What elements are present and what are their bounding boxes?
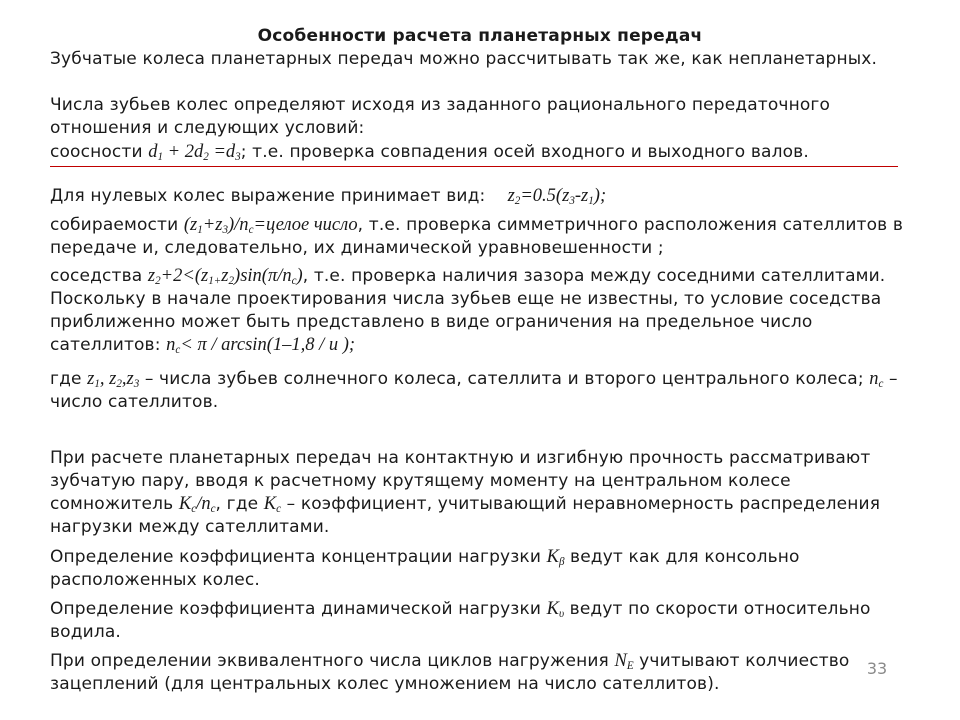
legend-n-symbol: $n_c$ [869, 369, 884, 390]
paragraph-coaxiality [50, 141, 910, 164]
coaxiality-label: соосности [50, 142, 143, 162]
strength-k-symbol: $K_c$ [263, 494, 282, 515]
strength-factor-formula: $K_c/n_c$ [178, 494, 216, 515]
assembly-label: собираемости [50, 215, 179, 235]
coaxiality-description: ; т.е. проверка совпадения осей входного и выходного валов. [240, 142, 809, 162]
conditions-text: Числа зубьев колес определяют исходя из заданного рационального передаточного отношения и следующих условий: [50, 95, 831, 138]
legend-n-description: – число сателлитов. [50, 369, 898, 412]
paragraph-cycles [50, 650, 910, 696]
intro-text: Зубчатые колеса планетарных передач можно рассчитывать так же, как непланетарных. [50, 49, 878, 69]
paragraph-assembly [50, 214, 910, 260]
neighborhood-formula: $z_2+2<(z_{1+}z_2)\sin(\pi/n_c)$ [147, 266, 303, 287]
slide-title: Особенности расчета планетарных передач [257, 26, 703, 46]
legend-z-symbols: $z_1$, $z_2,z_3$ [87, 369, 140, 390]
neighborhood-description: , т.е. проверка наличия зазора между соседними сателлитами. Поскольку в начале проектирования числа зубьев еще не известны, то условие соседства приближенно может быть представлено в виде ограничения на предельное число сателлитов: [50, 266, 886, 355]
neighborhood-label: соседства [50, 266, 143, 286]
cycles-description: учитывают колчиество зацеплений (для центральных колес умножением на число сателлитов). [50, 651, 850, 694]
paragraph-dynamic [50, 598, 910, 644]
dynamic-symbol: $K_\upsilon$ [546, 599, 565, 620]
strength-description: – коэффициент, учитывающий неравномерность распределения нагрузки между сателлитами. [50, 494, 881, 537]
paragraph-legend [50, 368, 910, 414]
page-number: 33 [866, 659, 888, 678]
concentration-text: Определение коэффициента концентрации нагрузки [50, 547, 542, 567]
paragraph-intro [50, 48, 910, 71]
satellite-limit-formula: $n_c< \pi / \arcsin(1-1,8 / u$ ); [166, 335, 356, 356]
legend-lead: где [50, 369, 82, 389]
concentration-symbol: $K_\beta$ [546, 547, 565, 568]
paragraph-neighborhood [50, 265, 910, 357]
paragraph-concentration [50, 546, 910, 592]
paragraph-strength [50, 447, 910, 539]
assembly-description: , т.е. проверка симметричного расположения сателлитов в передаче и, следовательно, их динамической уравновешенности ; [50, 215, 904, 258]
paragraph-conditions [50, 94, 910, 140]
legend-z-description: – числа зубьев солнечного колеса, сателлита и второго центрального колеса; [139, 369, 864, 389]
concentration-description: ведут как для консольно расположенных колес. [50, 547, 800, 590]
dynamic-text: Определение коэффициента динамической нагрузки [50, 599, 542, 619]
cycles-text: При определении эквивалентного числа циклов нагружения [50, 651, 609, 671]
paragraph-zero-gears [50, 185, 910, 208]
divider-line [50, 166, 898, 167]
assembly-formula: $(z_1+z_3)/n_c=целое$ число [183, 215, 358, 236]
strength-text: При расчете планетарных передач на контактную и изгибную прочность рассматривают зубчатую пару, вводя к расчетному крутящему моменту на центральном колесе сомножитель [50, 448, 871, 514]
dynamic-description: ведут по скорости относительно водила. [50, 599, 871, 642]
zero-gears-formula: $z_2=0.5(z_3-z_1)$; [507, 186, 607, 207]
strength-where: , где [215, 494, 259, 514]
cycles-symbol: $N_E$ [614, 651, 634, 672]
coaxiality-formula: $d_1 + 2d_2 =d_3$ [148, 142, 241, 163]
zero-gears-label: Для нулевых колес выражение принимает вид: [50, 186, 486, 206]
